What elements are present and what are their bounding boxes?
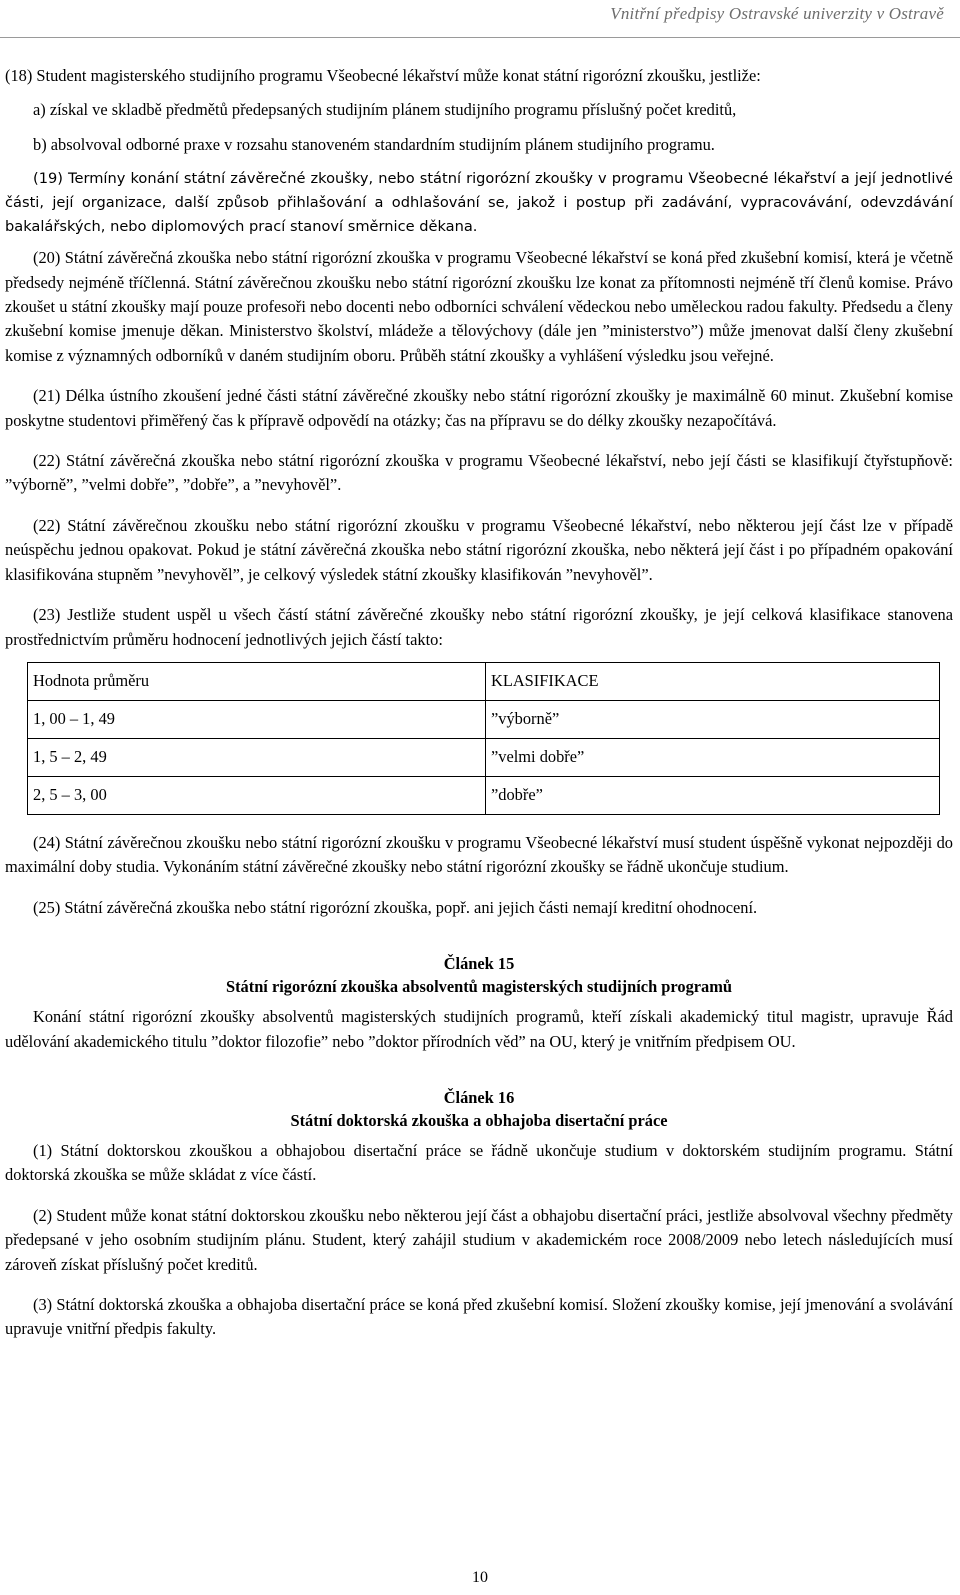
table-header-cell: KLASIFIKACE — [486, 662, 940, 700]
page-header — [0, 0, 960, 38]
table-header-row — [28, 662, 940, 700]
table-cell: 2, 5 – 3, 00 — [28, 776, 486, 814]
table-cell: 1, 5 – 2, 49 — [28, 738, 486, 776]
paragraph-19: (19) Termíny konání státní závěrečné zkoušky, nebo státní rigorózní zkoušky v programu Všeobecné lékařství a její jednotlivé části, její organizace, další způsob přihlašování a odhlašování se, jakož i postup při zadávání, vypracovávání, odevzdávání bakalářských, nebo diplomových prací stanoví směrnice děkana. — [5, 170, 953, 236]
article-15-text: Konání státní rigorózní zkoušky absolventů magisterských studijních programů, kteří získali akademický titul magistr, upravuje Řád udělování akademického titulu ”doktor filozofie” nebo ”doktor přírodních věd” na OU, který je vnitřním předpisem OU. — [5, 1007, 953, 1051]
table-row — [28, 700, 940, 738]
table-cell: ”velmi dobře” — [486, 738, 940, 776]
classification-table — [27, 662, 940, 815]
paragraph-18-intro: (18) Student magisterského studijního programu Všeobecné lékařství může konat státní rigorózní zkoušku, jestliže: — [5, 66, 761, 85]
table-cell: 1, 00 – 1, 49 — [28, 700, 486, 738]
page-number: 10 — [472, 1569, 488, 1586]
table-header-cell: Hodnota průměru — [28, 662, 486, 700]
paragraph-22b: (22) Státní závěrečnou zkoušku nebo státní rigorózní zkoušku v programu Všeobecné lékařství, nebo některou její část lze v případě neúspěchu jednou opakovat. Pokud je státní závěrečná zkouška nebo státní rigorózní zkouška, nebo některá její část i po případném opakování klasifikována stupněm ”nevyhověl”, je celkový výsledek státní zkoušky klasifikován ”nevyhověl”. — [5, 515, 953, 584]
paragraph-20: (20) Státní závěrečná zkouška nebo státní rigorózní zkouška v programu Všeobecné lékařství se koná před zkušební komisí, která je včetně předsedy nejméně tříčlenná. Státní závěrečnou zkoušku nebo státní rigorózní zkoušku lze konat za přítomnosti nejméně tří členů komise. Právo zkoušet u státní zkoušky mají pouze profesoři nebo docenti nebo odborníci schválení vědeckou nebo uměleckou radou fakulty. Předsedu a členy zkušební komise jmenuje děkan. Ministerstvo školství, mládeže a tělovýchovy (dále jen ”ministerstvo”) může jmenovat další členy zkušební komise z významných odborníků v daném studijním oboru. Průběh státní zkoušky a vyhlášení výsledku jsou veřejné. — [5, 248, 953, 365]
table-cell: ”dobře” — [486, 776, 940, 814]
article-16-paragraph-3: (3) Státní doktorská zkouška a obhajoba disertační práce se koná před zkušební komisí. Složení zkoušky komise, její jmenování a svolávání upravuje vnitřní předpis fakulty. — [5, 1294, 953, 1339]
paragraph-23: (23) Jestliže student uspěl u všech částí státní závěrečné zkoušky nebo státní rigorózní zkoušky, je její celková klasifikace stanovena prostřednictvím průměru hodnocení jednotlivých jejich částí takto: — [5, 605, 953, 649]
header-title: Vnitřní předpisy Ostravské univerzity v Ostravě — [610, 4, 944, 23]
article-16-paragraph-1: (1) Státní doktorskou zkouškou a obhajobou disertační práce se řádně ukončuje studium v doktorském studijním programu. Státní doktorská zkouška se může skládat z více částí. — [5, 1140, 953, 1185]
article-16-number: Článek 16 — [443, 1087, 515, 1107]
document-body — [5, 64, 953, 1342]
article-16-paragraph-2: (2) Student může konat státní doktorskou zkoušku nebo některou její část a obhajobu disertační práci, jestliže absolvoval všechny předměty předepsané v jeho osobním studijním plánu. Student, který zahájil studium v akademickém roce 2008/2009 nebo letech následujících musí zároveň získat příslušný počet kreditů. — [5, 1205, 953, 1274]
article-15-number: Článek 15 — [443, 954, 515, 974]
table-row — [28, 738, 940, 776]
table-row — [28, 776, 940, 814]
table-cell: ”výborně” — [486, 700, 940, 738]
paragraph-21: (21) Délka ústního zkoušení jedné části státní závěrečné zkoušky nebo státní rigorózní zkoušky je maximálně 60 minut. Zkušební komise poskytne studentovi přiměřený čas k přípravě odpovědí na otázky; čas na přípravu se do délky zkoušky nezapočítává. — [5, 386, 953, 430]
paragraph-24: (24) Státní závěrečnou zkoušku nebo státní rigorózní zkoušku v programu Všeobecné lékařství musí student úspěšně vykonat nejpozději do maximální doby studia. Vykonáním státní závěrečné zkoušky nebo státní rigorózní zkoušky se řádně ukončuje studium. — [5, 832, 953, 877]
paragraph-22a: (22) Státní závěrečná zkouška nebo státní rigorózní zkouška v programu Všeobecné lékařství, nebo její části se klasifikují čtyřstupňově: ”výborně”, ”velmi dobře”, ”dobře”, a ”nevyhověl”. — [5, 451, 953, 495]
paragraph-18-list — [5, 98, 953, 157]
list-item: b) absolvoval odborné praxe v rozsahu stanoveném standardním studijním plánem studijního programu. — [33, 134, 715, 154]
article-15-title: Státní rigorózní zkouška absolventů magisterských studijních programů — [225, 977, 733, 997]
list-item: a) získal ve skladbě předmětů předepsaných studijním plánem studijního programu příslušný počet kreditů, — [33, 100, 737, 120]
paragraph-25: (25) Státní závěrečná zkouška nebo státní rigorózní zkouška, popř. ani jejich části nemají kreditní ohodnocení. — [33, 897, 758, 917]
article-16-title: Státní doktorská zkouška a obhajoba disertační práce — [290, 1110, 668, 1130]
